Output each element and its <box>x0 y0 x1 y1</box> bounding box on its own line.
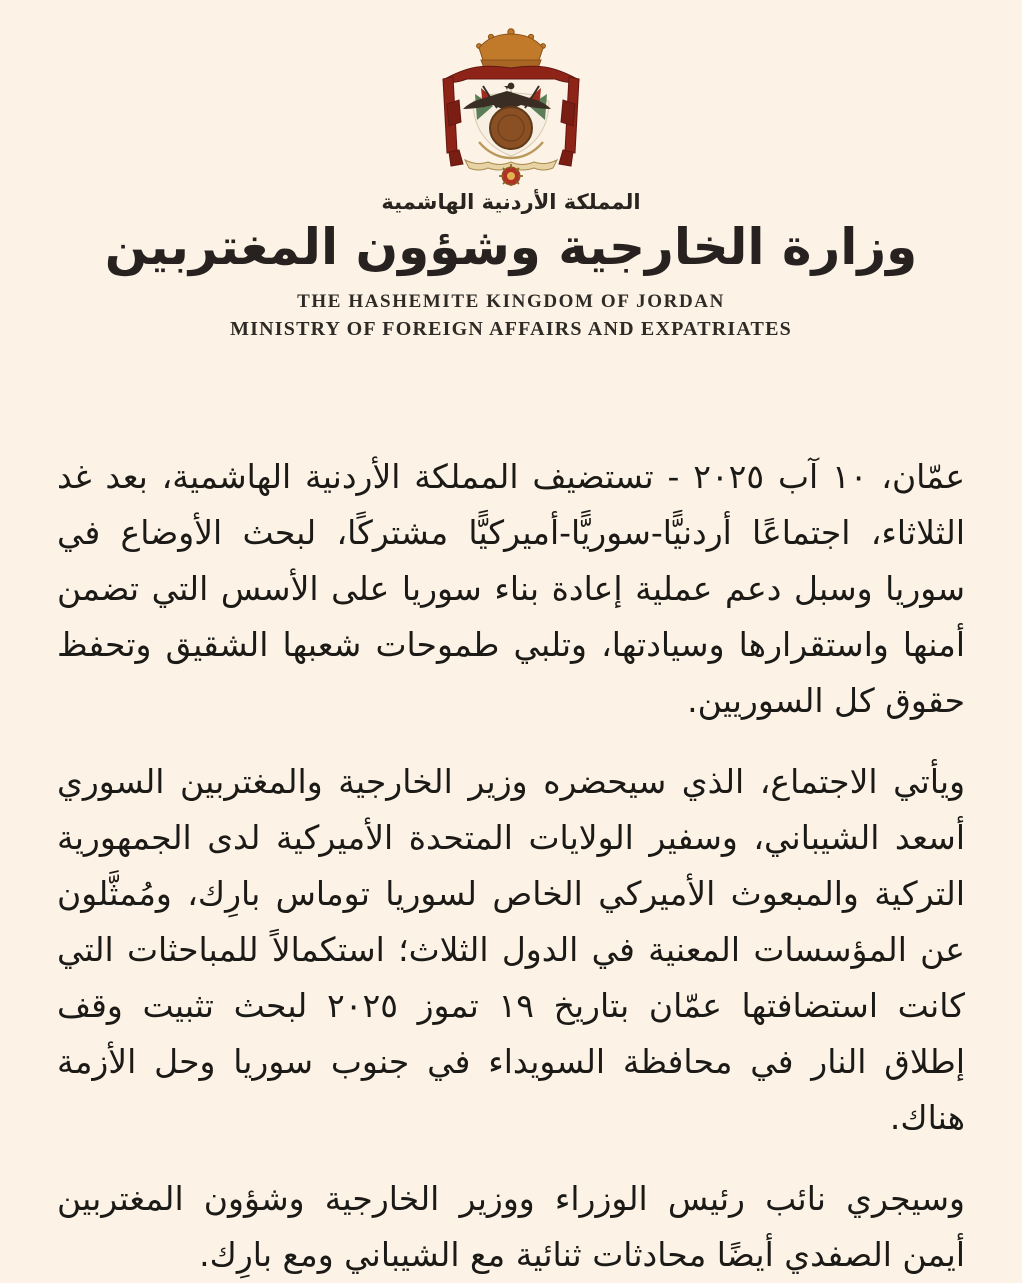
press-paragraph-2: ويأتي الاجتماع، الذي سيحضره وزير الخارجية والمغتربين السوري أسعد الشيباني، وسفير الولايات المتحدة الأميركية لدى الجمهورية التركية والمبعوث الأميركي الخاص لسوريا توماس بارِك، ومُمثَّلون عن المؤسسات المعنية في الدول الثلاث؛ استكمالاً للمباحثات التي كانت استضافتها عمّان بتاريخ ١٩ تموز ٢٠٢٥ لبحث تثبيت وقف إطلاق النار في محافظة السويداء في جنوب سوريا وحل الأزمة هناك. <box>57 761 965 1137</box>
press-paragraph-3: وسيجري نائب رئيس الوزراء ووزير الخارجية وشؤون المغتربين أيمن الصفدي أيضًا محادثات ثنائية مع الشيباني ومع بارِك. <box>57 1178 965 1274</box>
kingdom-name-arabic: المملكة الأردنية الهاشمية <box>381 190 641 214</box>
ministry-letterhead <box>0 0 1022 341</box>
jordan-coat-of-arms-icon <box>423 24 599 186</box>
globe <box>490 107 532 149</box>
press-paragraph-1: عمّان، ١٠ آب ٢٠٢٥ - تستضيف المملكة الأردنية الهاشمية، بعد غد الثلاثاء، اجتماعًا أردنيًّا-سوريًّا-أميركيًّا مشتركًا، لبحث الأوضاع في سوريا وسبل دعم عملية إعادة بناء سوريا على الأسس التي تضمن أمنها واستقرارها وسيادتها، وتلبي طموحات شعبها الشقيق وتحفظ حقوق كل السوريين. <box>57 456 966 720</box>
crown <box>477 29 546 68</box>
kingdom-name-english: THE HASHEMITE KINGDOM OF JORDAN <box>297 290 725 312</box>
ministry-name-arabic-calligraphy: وزارة الخارجية وشؤون المغتربين <box>104 218 918 276</box>
press-release-body <box>0 449 1022 1283</box>
ministry-name-english: MINISTRY OF FOREIGN AFFAIRS AND EXPATRIATES <box>230 317 792 340</box>
